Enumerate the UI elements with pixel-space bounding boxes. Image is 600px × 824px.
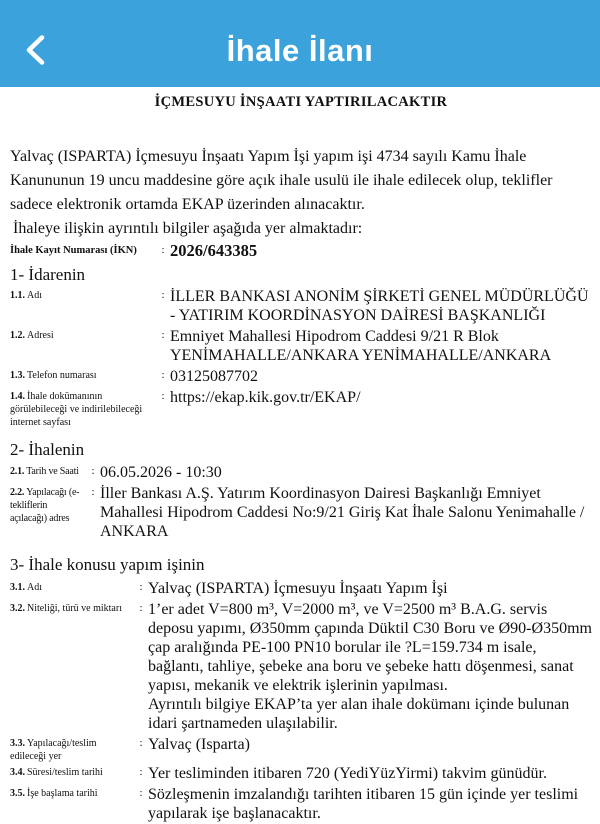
row-label	[10, 387, 156, 429]
row-label	[10, 326, 156, 342]
row-label-text: Süresi/teslim tarihi	[27, 767, 103, 778]
row-value	[148, 599, 592, 734]
table-row	[10, 763, 592, 784]
row-value: 06.05.2026 - 10:30	[100, 464, 222, 481]
section-heading-2: 2- İhalenin	[10, 440, 85, 459]
colon-separator: :	[161, 244, 165, 256]
row-label	[10, 763, 134, 779]
ikn-value: 2026/643385	[170, 241, 258, 260]
row-label	[10, 578, 134, 594]
row-number: 3.5.	[10, 788, 25, 799]
row-label	[10, 462, 86, 478]
colon-separator: :	[139, 737, 143, 749]
table-row-ikn	[10, 241, 592, 260]
row-label-text: İşe başlama tarihi	[27, 788, 98, 799]
colon-separator: :	[139, 581, 143, 593]
intro-paragraph-2: İhaleye ilişkin ayrıntılı bilgiler aşağıda yer almaktadır:	[13, 220, 363, 237]
table-row	[10, 387, 592, 429]
row-number: 3.4.	[10, 767, 25, 778]
row-label-text: Adresi	[27, 330, 54, 341]
row-label-text: Adı	[27, 582, 42, 593]
row-label-text: Niteliği, türü ve miktarı	[27, 603, 122, 614]
back-button[interactable]	[18, 32, 52, 70]
row-value: Sözleşmenin imzalandığı tarihten itibaren 15 gün içinde yer teslimi yapılarak işe başlanacaktır.	[148, 786, 579, 822]
row-label-text: Yapılacağı/teslim edileceği yer	[10, 738, 97, 762]
table-row	[10, 599, 592, 734]
row-label-text: Tarih ve Saati	[26, 466, 79, 477]
table-row	[10, 734, 592, 763]
row-number: 2.1.	[10, 466, 25, 477]
colon-separator: :	[139, 602, 143, 614]
row-number: 1.1.	[10, 290, 25, 301]
row-label	[10, 483, 86, 525]
document-title: İÇMESUYU İNŞAATI YAPTIRILACAKTIR	[154, 94, 448, 110]
tender-document	[0, 93, 600, 824]
row-label	[10, 599, 134, 615]
row-label-text: Yapılacağı (e-tekliflerin açılacağı) adres	[10, 487, 80, 524]
row-label-text: Adı	[27, 290, 42, 301]
row-value: Yalvaç (Isparta)	[148, 736, 250, 753]
ekap-url: https://ekap.kik.gov.tr/EKAP/	[170, 389, 361, 406]
row-number: 3.2.	[10, 603, 25, 614]
work-scope-note: Ayrıntılı bilgiye EKAP’ta yer alan ihale dokümanı içinde bulunan idari şartnameden ulaşılabilir.	[148, 696, 570, 732]
table-row	[10, 366, 592, 387]
colon-separator: :	[161, 329, 165, 341]
row-value: Yer tesliminden itibaren 720 (YediYüzYirmi) takvim günüdür.	[148, 765, 547, 782]
row-label	[10, 734, 134, 763]
colon-separator: :	[139, 787, 143, 799]
row-label: İhale Kayıt Numarası (İKN)	[10, 245, 137, 256]
table-row	[10, 578, 592, 599]
row-label	[10, 784, 134, 800]
section-heading-3: 3- İhale konusu yapım işinin	[10, 555, 205, 574]
row-label	[10, 286, 156, 302]
row-number: 3.1.	[10, 582, 25, 593]
chevron-left-icon	[22, 34, 49, 69]
row-value: 03125087702	[170, 368, 258, 385]
colon-separator: :	[161, 369, 165, 381]
row-number: 2.2.	[10, 487, 25, 498]
row-number: 1.3.	[10, 370, 25, 381]
row-value: Emniyet Mahallesi Hipodrom Caddesi 9/21 R Blok YENİMAHALLE/ANKARA YENİMAHALLE/ANKARA	[170, 328, 552, 364]
table-row	[10, 462, 592, 483]
row-number: 3.3.	[10, 738, 25, 749]
row-number: 1.4.	[10, 391, 25, 402]
row-value: İller Bankası A.Ş. Yatırım Koordinasyon Dairesi Başkanlığı Emniyet Mahallesi Hipodrom Caddesi No:9/21 Giriş Kat İhale Salonu Yenimahalle / ANKARA	[100, 485, 585, 540]
work-scope-text: 1’er adet V=800 m³, V=2000 m³, ve V=2500 m³ B.A.G. servis deposu yapımı, Ø350mm çapında Düktil C30 Boru ve Ø90-Ø350mm çap aralığında PE-100 PN10 borular ile ?L=159.734 m isale, bağlantı, tahliye, şebeke ana boru ve şebeke hattı döşenmesi, sanat yapısı, mekanik ve elektrik işlerinin yapılması.	[148, 601, 592, 694]
colon-separator: :	[139, 766, 143, 778]
intro-paragraph: Yalvaç (ISPARTA) İçmesuyu İnşaatı Yapım İşi yapım işi 4734 sayılı Kamu İhale Kanununun 19 uncu maddesine göre açık ihale usulü ile ihale edilecek olup, teklifler sadece elektronik ortamda EKAP üzerinden alınacaktır.	[10, 148, 553, 213]
table-row	[10, 483, 592, 542]
table-row	[10, 326, 592, 366]
page-title: İhale İlanı	[226, 32, 374, 68]
table-row	[10, 784, 592, 824]
row-number: 1.2.	[10, 330, 25, 341]
row-label-text: İhale dokümanının görülebileceği ve indirilebileceği internet sayfası	[10, 391, 143, 428]
row-label-text: Telefon numarası	[27, 370, 97, 381]
row-label	[10, 366, 156, 382]
colon-separator: :	[161, 390, 165, 402]
colon-separator: :	[161, 289, 165, 301]
section-heading-1: 1- İdarenin	[10, 265, 86, 284]
row-value: Yalvaç (ISPARTA) İçmesuyu İnşaatı Yapım İşi	[148, 580, 448, 597]
colon-separator: :	[91, 486, 95, 498]
table-row	[10, 286, 592, 326]
app-header	[0, 0, 600, 87]
colon-separator: :	[91, 465, 95, 477]
row-value: İLLER BANKASI ANONİM ŞİRKETİ GENEL MÜDÜRLÜĞÜ - YATIRIM KOORDİNASYON DAİRESİ BAŞKANLIĞI	[170, 288, 589, 324]
